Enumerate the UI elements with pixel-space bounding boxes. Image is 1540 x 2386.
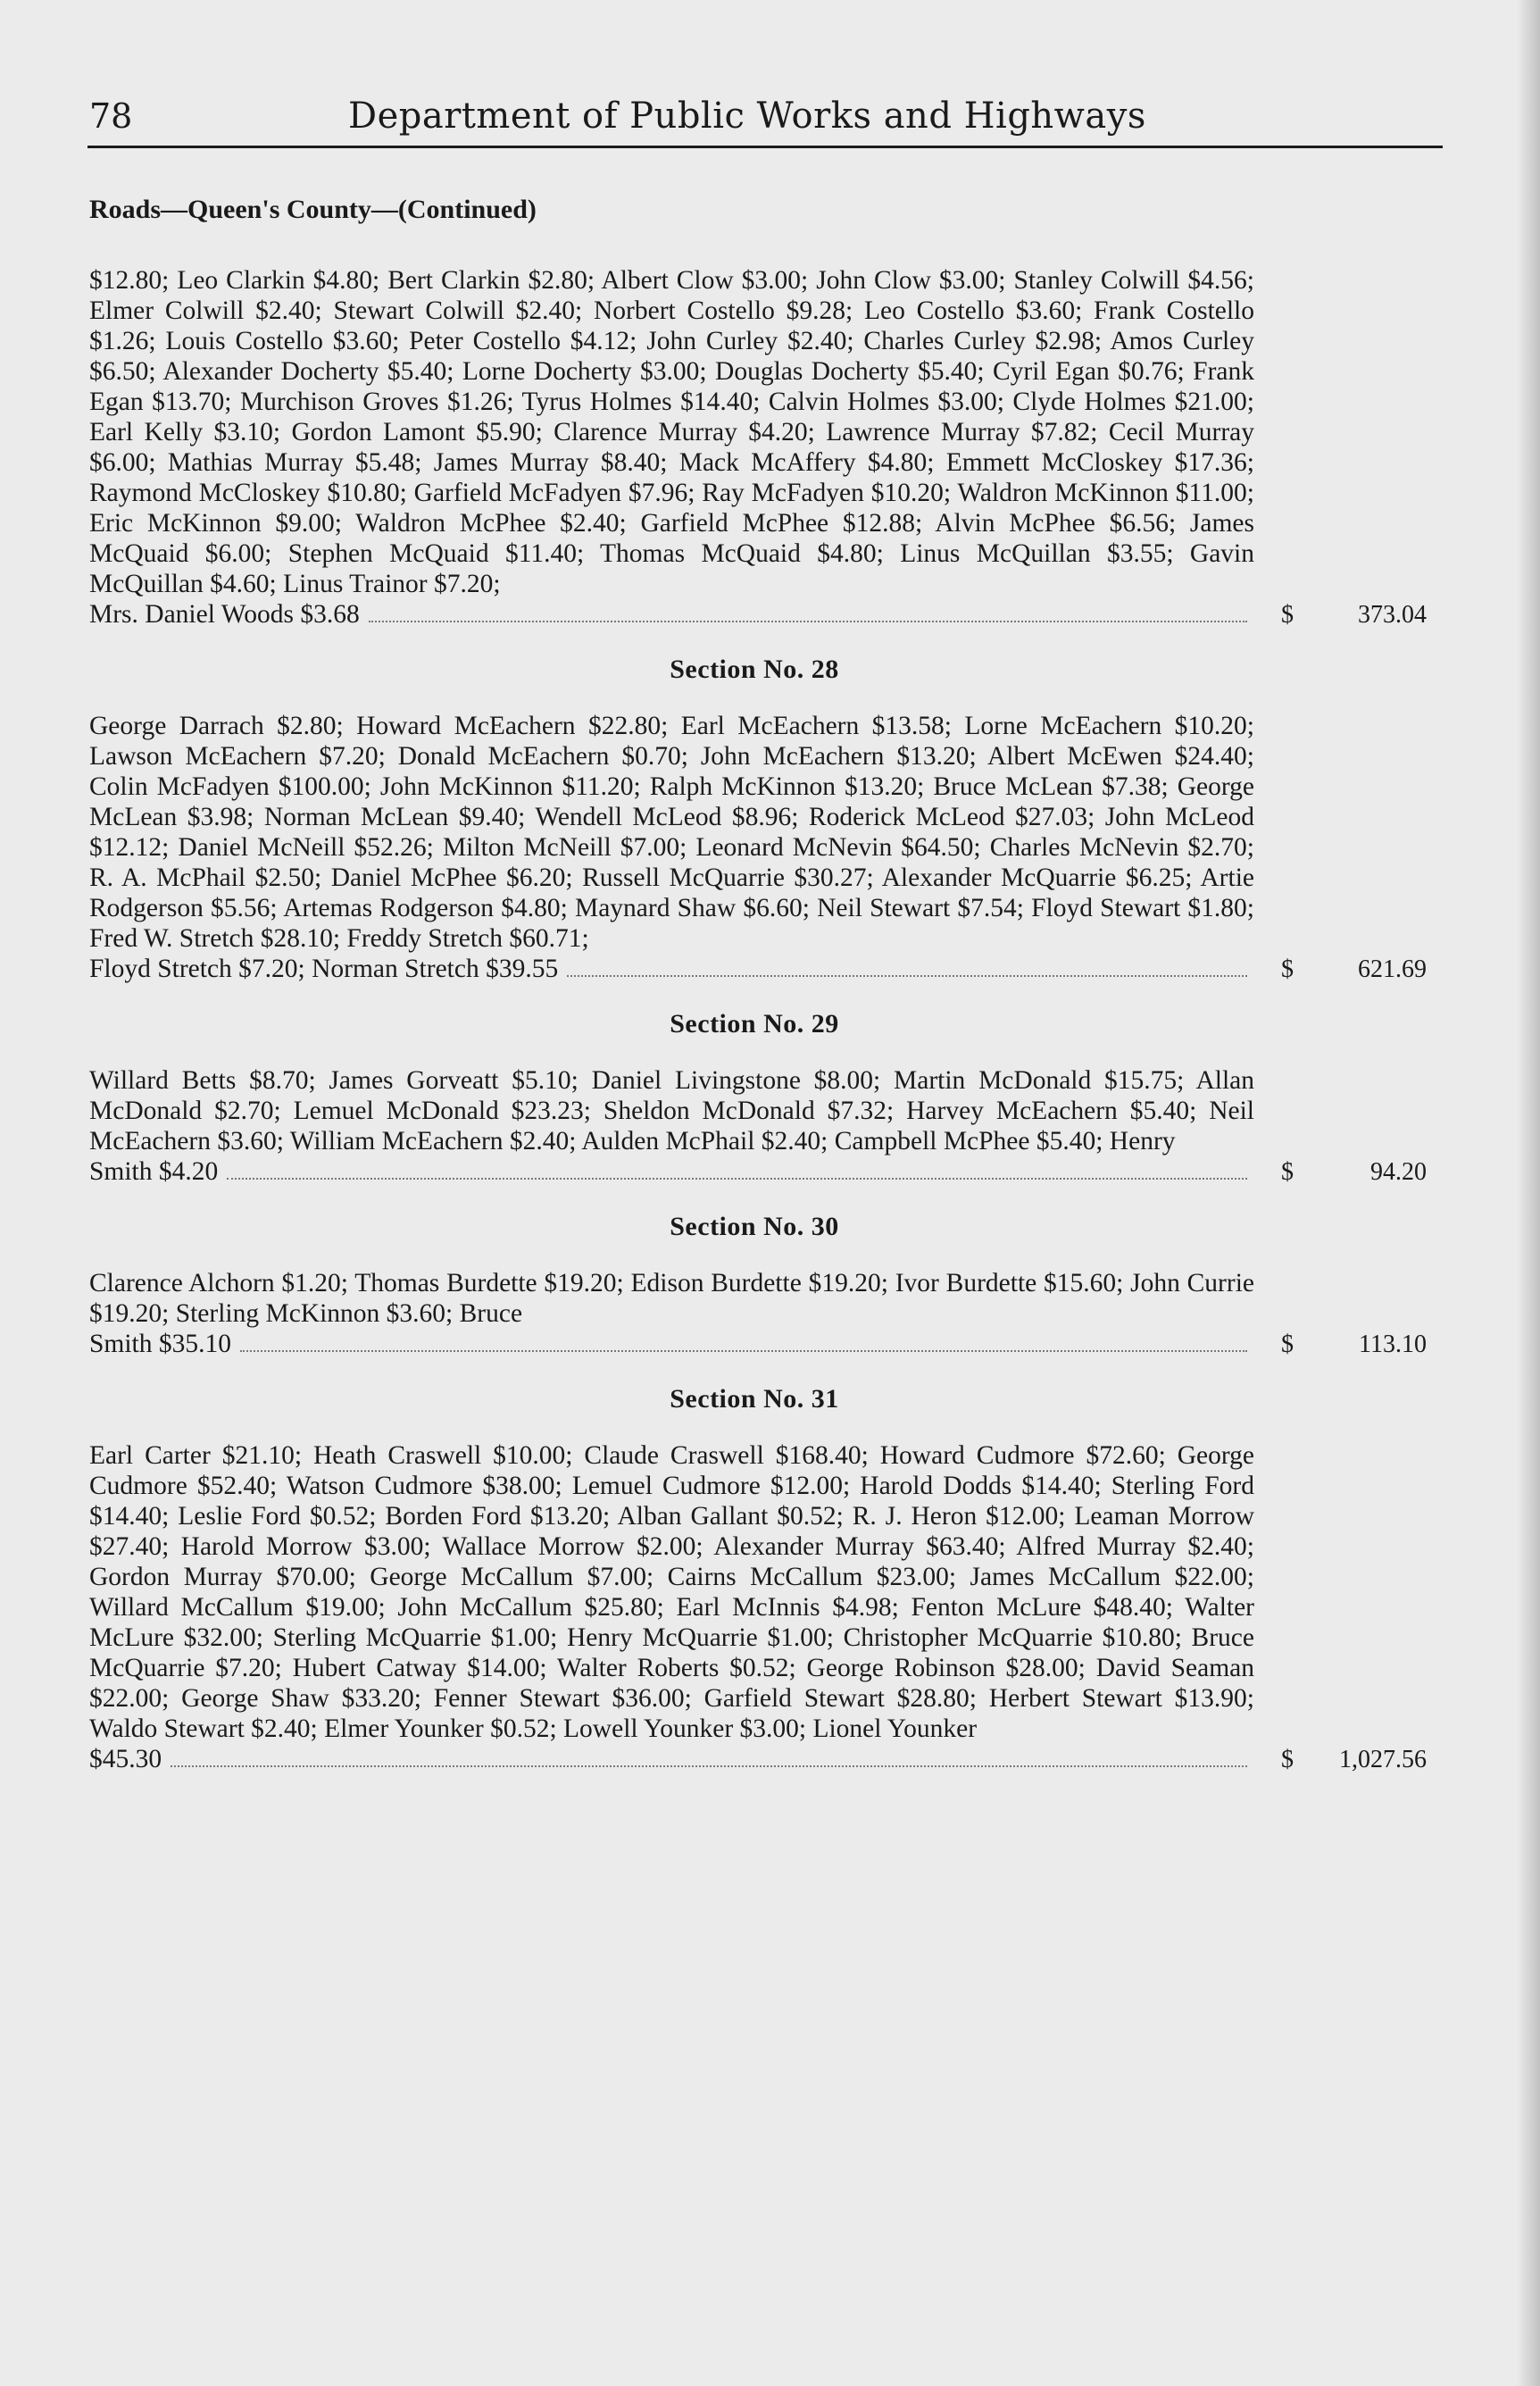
names-list bbox=[89, 1268, 1254, 1360]
dot-leader bbox=[369, 621, 1247, 622]
names-body: $12.80; Leo Clarkin $4.80; Bert Clarkin $2.80; Albert Clow $3.00; John Clow $3.00; Stanley Colwill $4.56; Elmer Colwill $2.40; Stewart Colwill $2.40; Norbert Costello $9.28; Leo Costello $3.60; Frank Costello $1.26; Louis Costello $3.60; Peter Costello $4.12; John Curley $2.40; Charles Curley $2.98; Amos Curley $6.50; Alexander Docherty $5.40; Lorne Docherty $3.00; Douglas Docherty $5.40; Cyril Egan $0.76; Frank Egan $13.70; Murchison Groves $1.26; Tyrus Holmes $14.40; Calvin Holmes $3.00; Clyde Holmes $21.00; Earl Kelly $3.10; Gordon Lamont $5.90; Clarence Murray $4.20; Lawrence Murray $7.82; Cecil Murray $6.00; Mathias Murray $5.48; James Murray $8.40; Mack McAffery $4.80; Emmett McCloskey $17.36; Raymond McCloskey $10.80; Garfield McFadyen $7.96; Ray McFadyen $10.20; Waldron McKinnon $11.00; Eric McKinnon $9.00; Waldron McPhee $2.40; Garfield McPhee $12.88; Alvin McPhee $6.56; James McQuaid $6.00; Stephen McQuaid $11.40; Thomas McQuaid $4.80; Linus McQuillan $3.55; Gavin McQuillan $4.60; Linus Trainor $7.20; bbox=[89, 266, 1254, 598]
section-title-31: Section No. 31 bbox=[670, 1384, 839, 1414]
dot-leader bbox=[227, 1178, 1247, 1180]
header-rule bbox=[87, 146, 1443, 148]
entry-total bbox=[1254, 955, 1437, 985]
section-entry-28 bbox=[89, 711, 1437, 985]
entry-total bbox=[1254, 1745, 1437, 1775]
currency-sign: $ bbox=[1281, 1746, 1294, 1773]
names-list bbox=[89, 1065, 1254, 1188]
section-entry-29 bbox=[89, 1065, 1437, 1188]
names-body: Earl Carter $21.10; Heath Craswell $10.00; Claude Craswell $168.40; Howard Cudmore $72.60; George Cudmore $52.40; Watson Cudmore $38.00; Lemuel Cudmore $12.00; Harold Dodds $14.40; Sterling Ford $14.40; Leslie Ford $0.52; Borden Ford $13.20; Alban Gallant $0.52; R. J. Heron $12.00; Leaman Morrow $27.40; Harold Morrow $3.00; Wallace Morrow $2.00; Alexander Murray $63.40; Alfred Murray $2.40; Gordon Murray $70.00; George McCallum $7.00; Cairns McCallum $23.00; James McCallum $22.00; Willard McCallum $19.00; John McCallum $25.80; Earl McInnis $4.98; Fenton McLure $48.40; Walter McLure $32.00; Sterling McQuarrie $1.00; Henry McQuarrie $1.00; Christopher McQuarrie $10.80; Bruce McQuarrie $7.20; Hubert Catway $14.00; Walter Roberts $0.52; George Robinson $28.00; David Seaman $22.00; George Shaw $33.20; Fenner Stewart $36.00; Garfield Stewart $28.80; Herbert Stewart $13.90; Waldo Stewart $2.40; Elmer Younker $0.52; Lowell Younker $3.00; Lionel Younker bbox=[89, 1441, 1254, 1743]
scan-edge-shadow bbox=[1517, 0, 1540, 2386]
names-last: Mrs. Daniel Woods $3.68 bbox=[89, 600, 360, 629]
continued-entry bbox=[89, 265, 1437, 630]
names-last: Smith $35.10 bbox=[89, 1330, 231, 1358]
currency-sign: $ bbox=[1281, 1158, 1294, 1186]
total-amount: 113.10 bbox=[1359, 1331, 1427, 1358]
running-head: Department of Public Works and Highways bbox=[348, 96, 1146, 137]
total-amount: 621.69 bbox=[1358, 955, 1427, 983]
page-number: 78 bbox=[89, 96, 133, 136]
names-last-line bbox=[89, 599, 1254, 630]
entry-total bbox=[1254, 600, 1437, 630]
entry-total bbox=[1254, 1330, 1437, 1360]
page-content bbox=[89, 165, 1437, 1775]
section-entry-31 bbox=[89, 1440, 1437, 1775]
names-list bbox=[89, 265, 1254, 630]
currency-sign: $ bbox=[1281, 601, 1294, 629]
section-title-28: Section No. 28 bbox=[670, 655, 839, 684]
dot-leader bbox=[171, 1765, 1247, 1767]
names-last-line bbox=[89, 1329, 1254, 1360]
names-last-line bbox=[89, 954, 1254, 985]
section-entry-30 bbox=[89, 1268, 1437, 1360]
names-body: Clarence Alchorn $1.20; Thomas Burdette $19.20; Edison Burdette $19.20; Ivor Burdette $15.60; John Currie $19.20; Sterling McKinnon $3.60; Bruce bbox=[89, 1269, 1254, 1328]
section-title-30: Section No. 30 bbox=[670, 1212, 839, 1241]
dot-leader bbox=[567, 975, 1247, 977]
total-amount: 373.04 bbox=[1358, 601, 1427, 629]
entry-total bbox=[1254, 1157, 1437, 1188]
names-list bbox=[89, 1440, 1254, 1775]
currency-sign: $ bbox=[1281, 1331, 1294, 1358]
names-list bbox=[89, 711, 1254, 985]
names-last-line bbox=[89, 1744, 1254, 1775]
page-header bbox=[89, 94, 1442, 147]
subheading: Roads—Queen's County—(Continued) bbox=[89, 195, 537, 224]
names-last: Smith $4.20 bbox=[89, 1157, 219, 1186]
total-amount: 1,027.56 bbox=[1339, 1746, 1427, 1773]
names-body: George Darrach $2.80; Howard McEachern $22.80; Earl McEachern $13.58; Lorne McEachern $10.20; Lawson McEachern $7.20; Donald McEachern $0.70; John McEachern $13.20; Albert McEwen $24.40; Colin McFadyen $100.00; John McKinnon $11.20; Ralph McKinnon $13.20; Bruce McLean $7.38; George McLean $3.98; Norman McLean $9.40; Wendell McLeod $8.96; Roderick McLeod $27.03; John McLeod $12.12; Daniel McNeill $52.26; Milton McNeill $7.00; Leonard McNevin $64.50; Charles McNevin $2.70; R. A. McPhail $2.50; Daniel McPhee $6.20; Russell McQuarrie $30.27; Alexander McQuarrie $6.25; Artie Rodgerson $5.56; Artemas Rodgerson $4.80; Maynard Shaw $6.60; Neil Stewart $7.54; Floyd Stewart $1.80; Fred W. Stretch $28.10; Freddy Stretch $60.71; bbox=[89, 712, 1254, 953]
names-last: Floyd Stretch $7.20; Norman Stretch $39.55 bbox=[89, 955, 559, 983]
section-title-29: Section No. 29 bbox=[670, 1009, 839, 1039]
dot-leader bbox=[240, 1350, 1247, 1352]
names-body: Willard Betts $8.70; James Gorveatt $5.10; Daniel Livingstone $8.00; Martin McDonald $15.75; Allan McDonald $2.70; Lemuel McDonald $23.23; Sheldon McDonald $7.32; Harvey McEachern $5.40; Neil McEachern $3.60; William McEachern $2.40; Aulden McPhail $2.40; Campbell McPhee $5.40; Henry bbox=[89, 1066, 1254, 1155]
names-last-line bbox=[89, 1156, 1254, 1188]
names-last: $45.30 bbox=[89, 1745, 162, 1773]
total-amount: 94.20 bbox=[1370, 1158, 1427, 1186]
currency-sign: $ bbox=[1281, 955, 1294, 983]
